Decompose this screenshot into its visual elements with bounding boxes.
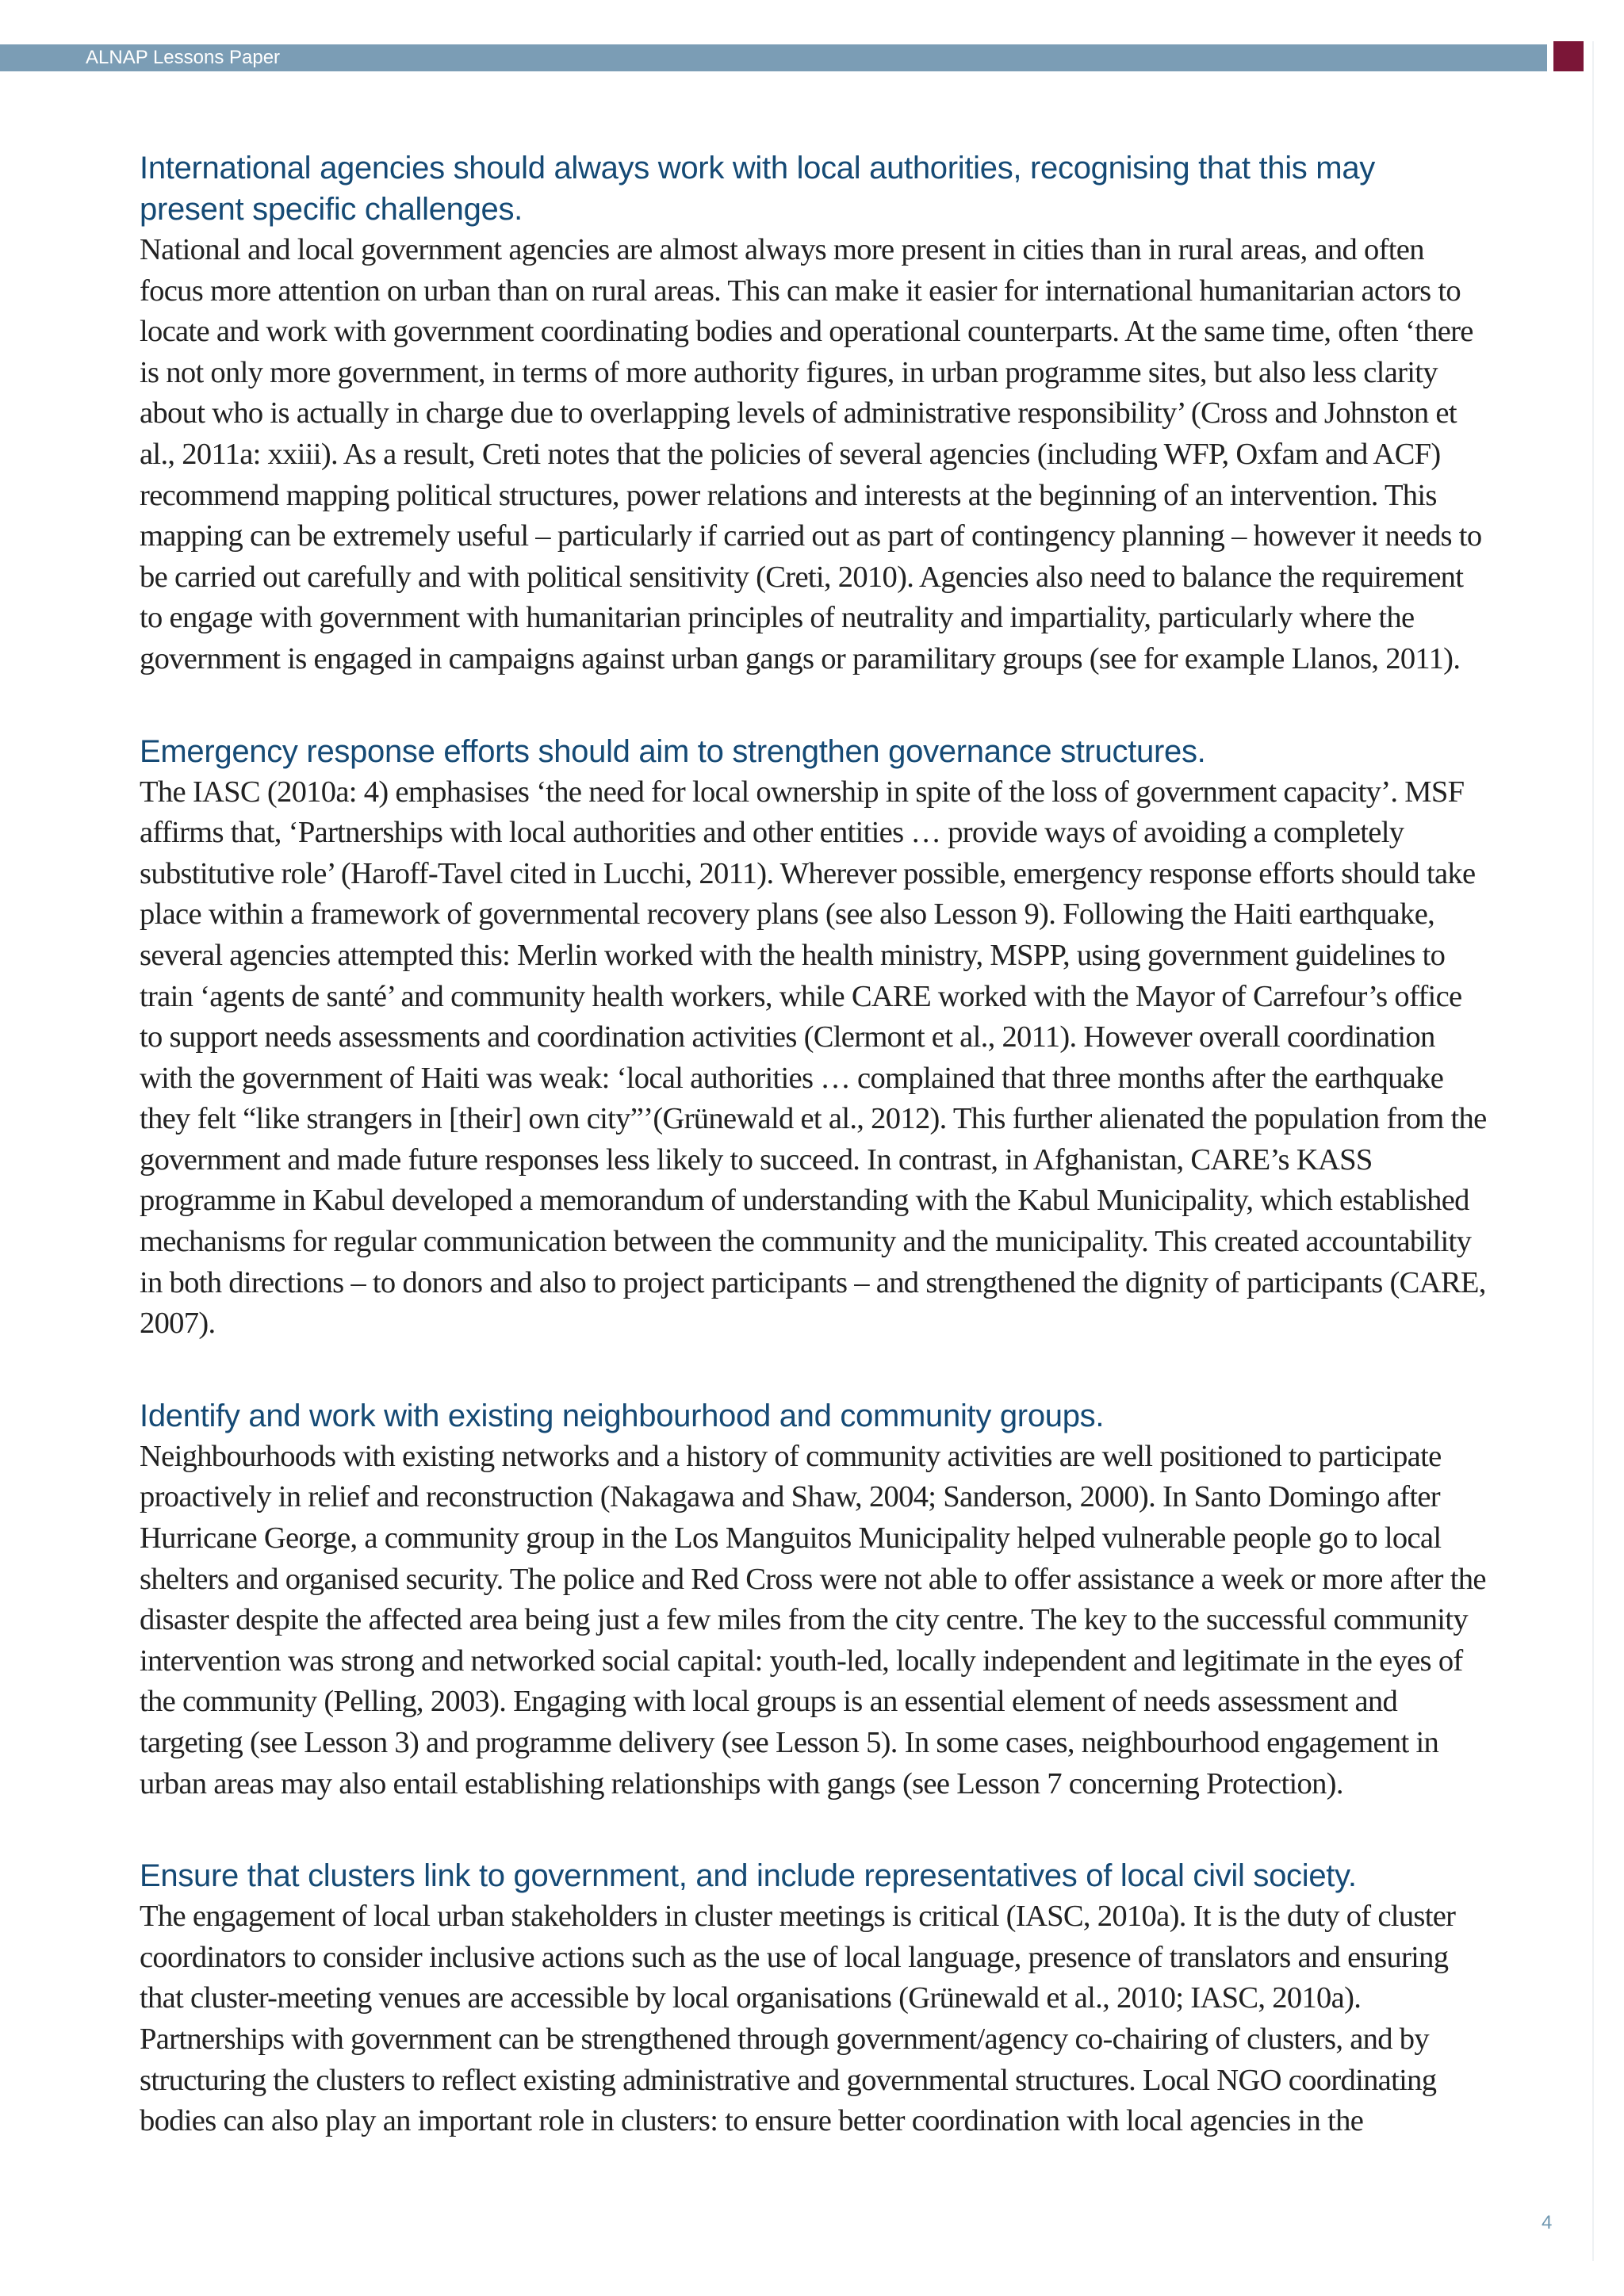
section-local-authorities	[140, 147, 1488, 680]
section-heading: Emergency response efforts should aim to strengthen governance structures.	[140, 733, 1206, 769]
section-paragraph: Neighbourhoods with existing networks and a history of community activities are well positioned to participate proactively in relief and reconstruction (Nakagawa and Shaw, 2004; Sanderson, 2000). In Santo Domingo after Hurricane George, a community group in the Los Manguitos Municipality helped vulnerable people go to local shelters and organised security. The police and Red Cross were not able to offer assistance a week or more after the disaster despite the affected area being just a few miles from the city centre. The key to the successful community intervention was strong and networked social capital: youth-led, locally independent and legitimate in the eyes of the community (Pelling, 2003). Engaging with local groups is an essential element of needs assessment and targeting (see Lesson 3) and programme delivery (see Lesson 5). In some cases, neighbourhood engagement in urban areas may also entail establishing relationships with gangs (see Lesson 7 concerning Protection).	[140, 1439, 1486, 1800]
section-heading: International agencies should always work with local authorities, recognising that this may present specific challenges.	[140, 151, 1375, 227]
section-clusters	[140, 1855, 1488, 2142]
header-title: ALNAP Lessons Paper	[86, 47, 281, 68]
document-body	[140, 147, 1488, 2193]
section-heading: Ensure that clusters link to government, and include representatives of local civil society.	[140, 1858, 1357, 1894]
section-governance-structures	[140, 731, 1488, 1345]
section-heading: Identify and work with existing neighbourhood and community groups.	[140, 1398, 1105, 1433]
section-paragraph: The IASC (2010a: 4) emphasises ‘the need for local ownership in spite of the loss of government capacity’. MSF affirms that, ‘Partnerships with local authorities and other entities … provide ways of avoiding a completely substitutive role’ (Haroff-Tavel cited in Lucchi, 2011). Wherever possible, emergency response efforts should take place within a framework of governmental recovery plans (see also Lesson 9). Following the Haiti earthquake, several agencies attempted this: Merlin worked with the health ministry, MSPP, using government guidelines to train ‘agents de santé’ and community health workers, while CARE worked with the Mayor of Carrefour’s office to support needs assessments and coordination activities (Clermont et al., 2011). However overall coordination with the government of Haiti was weak: ‘local authorities … complained that three months after the earthquake they felt “like strangers in [their] own city”’(Grünewald et al., 2012). This further alienated the population from the government and made future responses less likely to succeed. In contrast, in Afghanistan, CARE’s KASS programme in Kabul developed a memorandum of understanding with the Kabul Municipality, which established mechanisms for regular communication between the community and the municipality. This created accountability in both directions – to donors and also to project participants – and strengthened the dignity of participants (CARE, 2007).	[140, 775, 1487, 1341]
page-number: 4	[1542, 2212, 1553, 2233]
header-accent-square	[1553, 41, 1584, 71]
right-margin-rule	[1592, 41, 1594, 2261]
section-community-groups	[140, 1395, 1488, 1804]
section-paragraph: The engagement of local urban stakeholders in cluster meetings is critical (IASC, 2010a). It is the duty of cluster coordinators to consider inclusive actions such as the use of local language, presence of translators and ensuring that cluster-meeting venues are accessible by local organisations (Grünewald et al., 2010; IASC, 2010a). Partnerships with government can be strengthened through government/agency co-chairing of clusters, and by structuring the clusters to reflect existing administrative and governmental structures. Local NGO coordinating bodies can also play an important role in clusters: to ensure better coordination with local agencies in the	[140, 1900, 1456, 2138]
section-paragraph: National and local government agencies are almost always more present in cities than in rural areas, and often focus more attention on urban than on rural areas. This can make it easier for international humanitarian actors to locate and work with government coordinating bodies and operational counterparts. At the same time, often ‘there is not only more government, in terms of more authority figures, in urban programme sites, but also less clarity about who is actually in charge due to overlapping levels of administrative responsibility’ (Cross and Johnston et al., 2011a: xxiii). As a result, Creti notes that the policies of several agencies (including WFP, Oxfam and ACF) recommend mapping political structures, power relations and interests at the beginning of an intervention. This mapping can be extremely useful – particularly if carried out as part of contingency planning – however it needs to be carried out carefully and with political sensitivity (Creti, 2010). Agencies also need to balance the requirement to engage with government with humanitarian principles of neutrality and impartiality, particularly where the government is engaged in campaigns against urban gangs or paramilitary groups (see for example Llanos, 2011).	[140, 233, 1482, 675]
